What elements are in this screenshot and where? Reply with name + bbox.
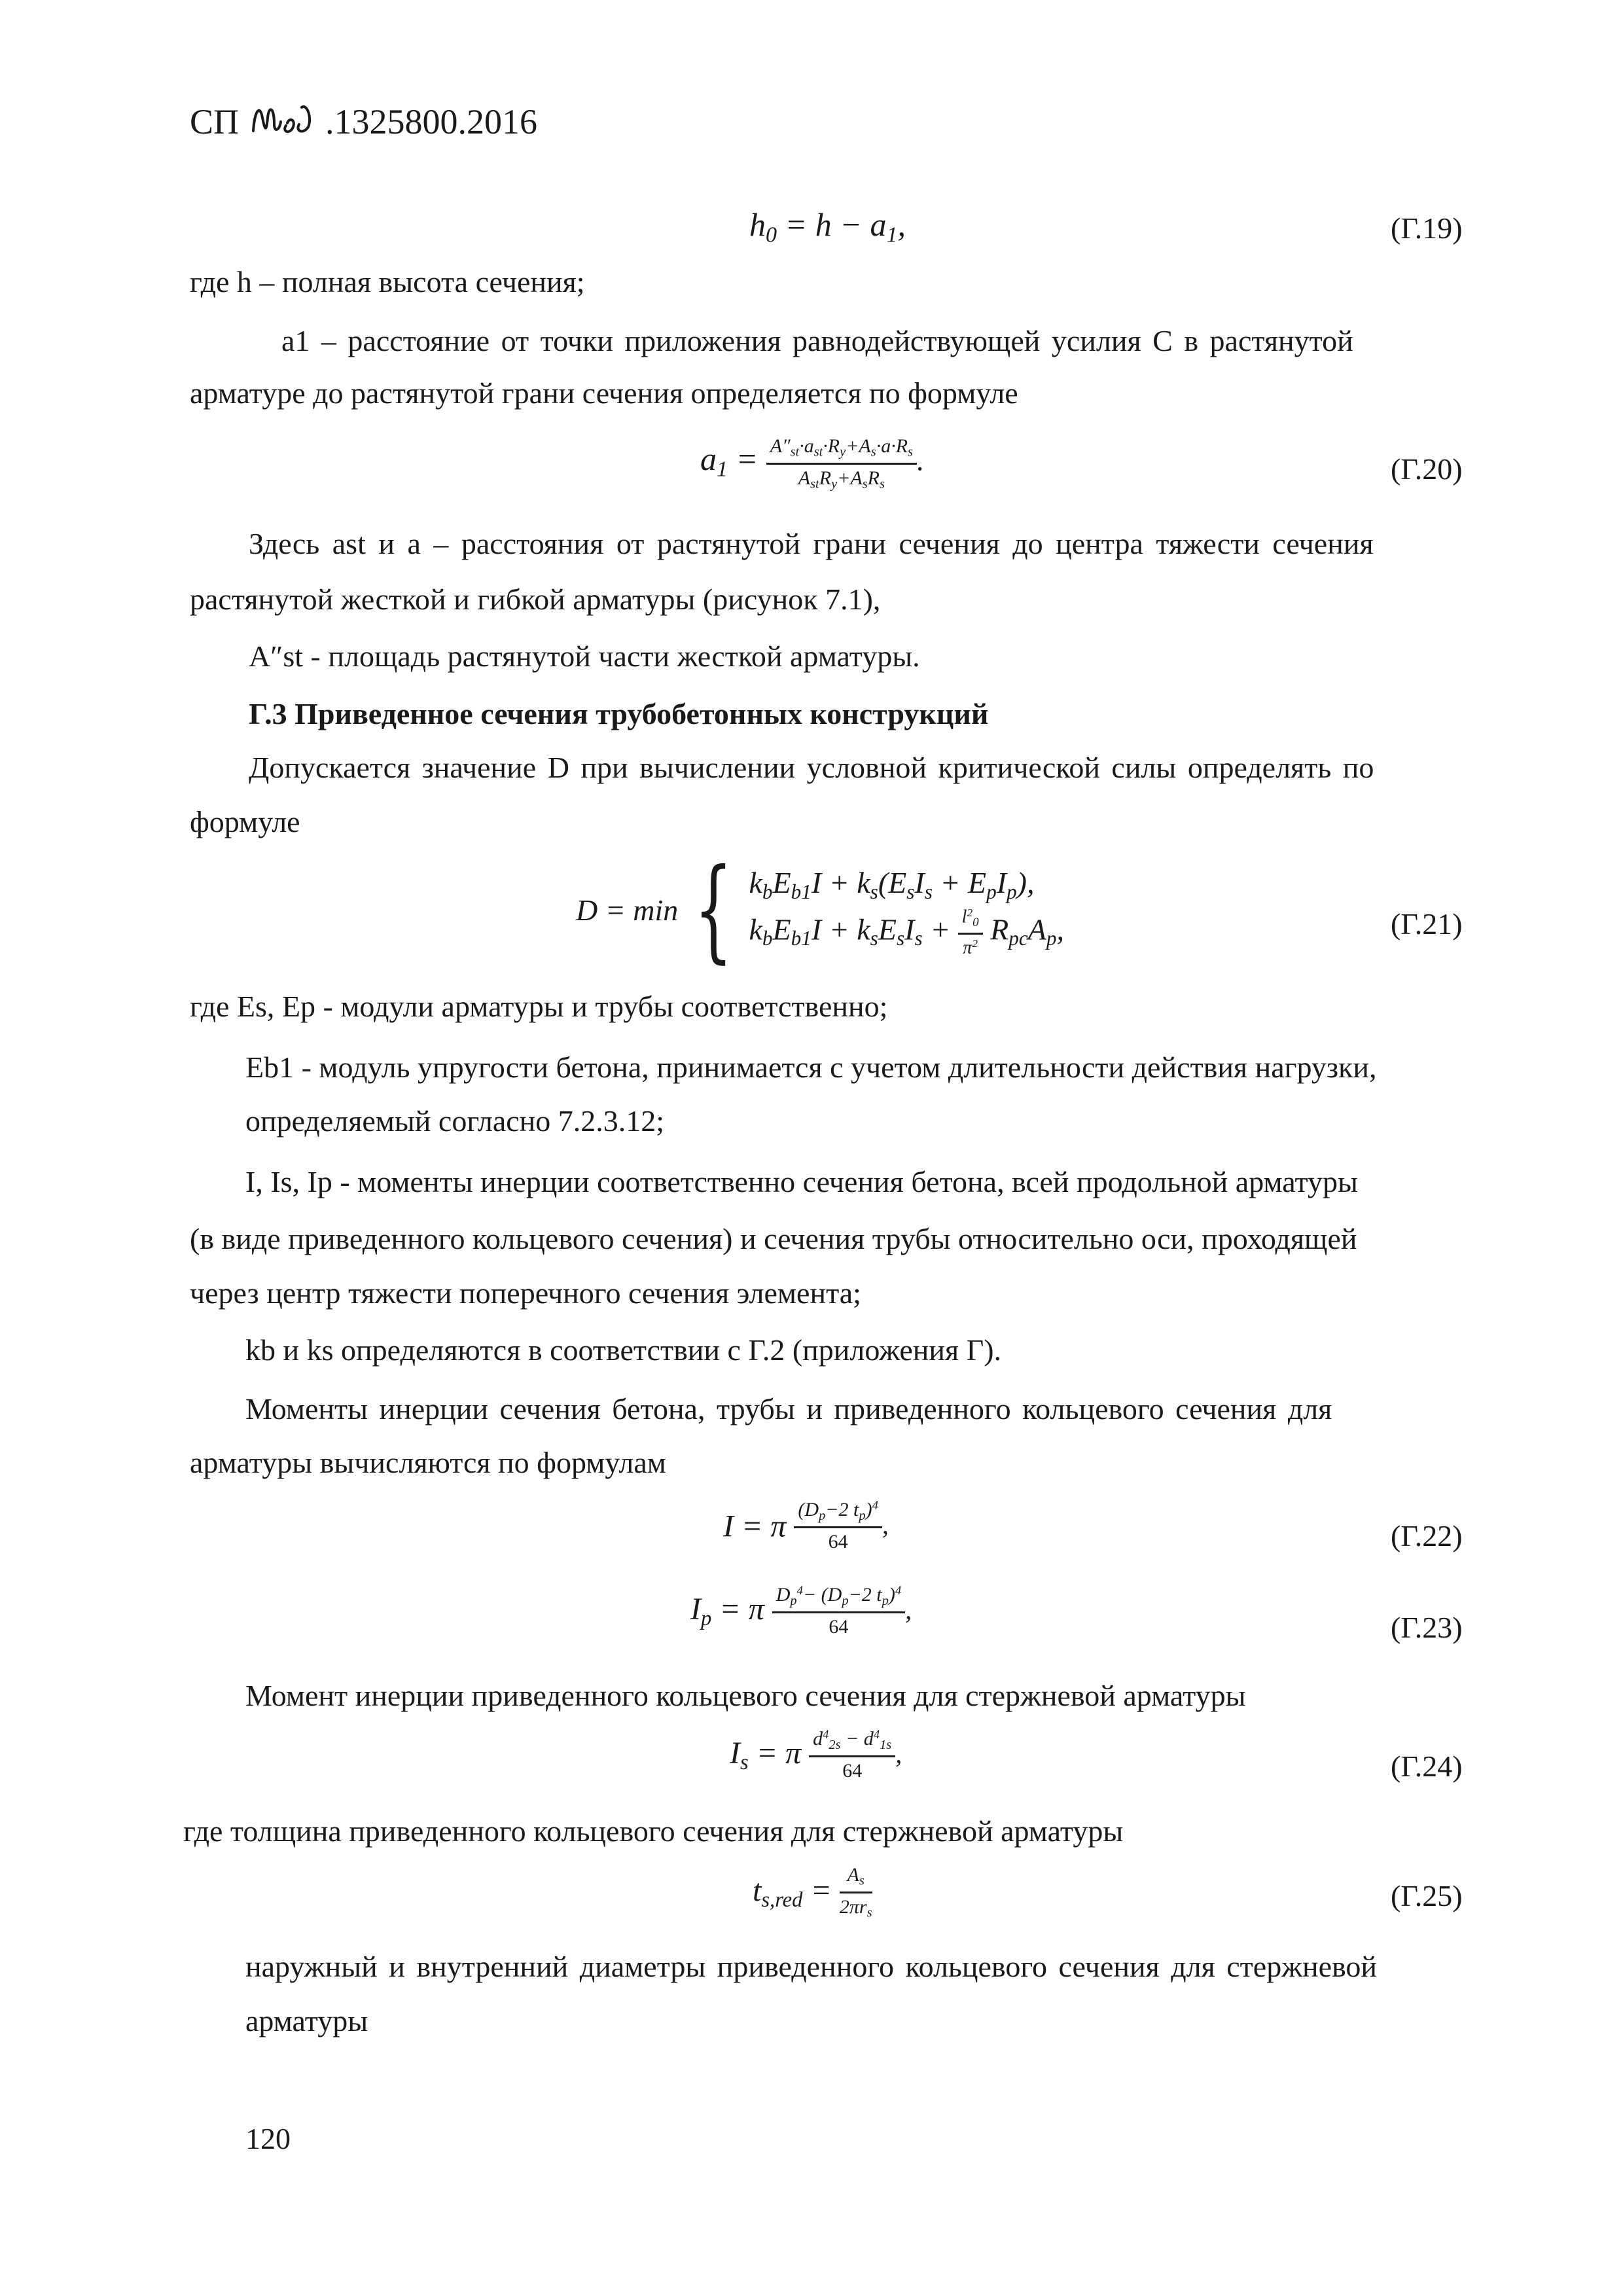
paragraph-moments-line1: Моменты инерции сечения бетона, трубы и приведенного кольцевого сечения для	[245, 1392, 1332, 1426]
equation-g19-label: (Г.19)	[1391, 211, 1463, 245]
paragraph-eb1-line2: определяемый согласно 7.2.3.12;	[245, 1104, 665, 1138]
equation-g21-label: (Г.21)	[1391, 907, 1463, 941]
equation-g20-denominator: $A_{st}R_y+A_sR_s$	[798, 467, 885, 492]
paragraph-eb1-line1: Eb1 - модуль упругости бетона, принимается с учетом длительности действия нагрузки,	[245, 1050, 1377, 1084]
paragraph-kb-ks: kb и ks определяются в соответствии с Г.2 (приложения Г).	[245, 1333, 1002, 1367]
paragraph-a1-line2: арматуре до растянутой грани сечения определяется по формуле	[190, 376, 1018, 410]
paragraph-es-ep: где Es, Ep - модули арматуры и трубы соответственно;	[190, 990, 888, 1023]
equation-g23-label: (Г.23)	[1391, 1611, 1463, 1644]
paragraph-inertia-line3: через центр тяжести поперечного сечения элемента;	[190, 1276, 861, 1310]
paragraph-ast-area: A″st - площадь растянутой части жесткой арматуры.	[249, 639, 920, 673]
paragraph-a1-line1: a1 – расстояние от точки приложения равнодействующей усилия С в растянутой	[281, 324, 1353, 357]
paragraph-thickness: где толщина приведенного кольцевого сечения для стержневой арматуры	[183, 1814, 1124, 1848]
handwritten-number-signature	[248, 98, 317, 139]
section-title: Г.3 Приведенное сечения трубобетонных конструкций	[249, 697, 989, 730]
equation-g20-label: (Г.20)	[1391, 452, 1463, 486]
paragraph-h-definition: где h – полная высота сечения;	[190, 265, 585, 298]
paragraph-ast-line1: Здесь ast и a – расстояния от растянутой грани сечения до центра тяжести сечения	[249, 527, 1374, 560]
equation-g25: $t_{s,red}$ = $\frac{A_s}{2\pi r_s}$	[753, 1864, 872, 1920]
page-number: 120	[245, 2122, 291, 2155]
paragraph-inertia-line1: I, Is, Ip - моменты инерции соответственно сечения бетона, всей продольной арматуры	[245, 1165, 1358, 1198]
document-header	[190, 98, 537, 142]
equation-g21-case1: $k_bE_{b1}I + k_s(E_sI_s + E_pI_p)$,	[749, 865, 1035, 903]
equation-g19-formula: $h_0 = h - a_1$,	[749, 206, 906, 247]
paragraph-d-line1: Допускается значение D при вычислении условной критической силы определять по	[249, 751, 1374, 784]
equation-g23: $I_p = \pi$ $\frac{D_p^4- (D_p-2 t_p)^4}{64}$ ,	[690, 1584, 912, 1638]
equation-g21-case2: $k_bE_{b1}I + k_sE_sI_s$ + $\frac{l^2_0}{\pi^2}$ $R_{pc}A_p$,	[749, 906, 1065, 958]
equation-g25-label: (Г.25)	[1391, 1879, 1463, 1912]
paragraph-inertia-line2: (в виде приведенного кольцевого сечения) и сечения трубы относительно оси, проходящей	[190, 1222, 1357, 1255]
equation-g24: $I_s = \pi$ $\frac{d^4_{2s} - d^4_{1s}}{64}$ ,	[730, 1728, 902, 1782]
paragraph-moments-line2: арматуры вычисляются по формулам	[190, 1446, 666, 1479]
paragraph-diameters-line1: наружный и внутренний диаметры приведенного кольцевого сечения для стержневой	[245, 1950, 1378, 1983]
paragraph-diameters-line2: арматуры	[245, 2004, 368, 2037]
equation-g22-label: (Г.22)	[1391, 1519, 1463, 1552]
paragraph-ast-line2: растянутой жесткой и гибкой арматуры (рисунок 7.1),	[190, 583, 881, 616]
equation-g22: I = π $\frac{(D_p-2 t_p)^4}{64}$ ,	[723, 1499, 889, 1553]
header-prefix: СП	[190, 102, 240, 141]
equation-g19	[749, 208, 906, 247]
equation-g21: D = min { $k_bE_{b1}I + k_s(E_sI_s + E_pI_p)$, $k_bE_{b1}I + k_sE_sI_s$ + $\frac{l^2_0}{\pi^2}$ $R_{pc}A_p$,	[576, 845, 1065, 975]
equation-g20-numerator: $A''_{st}\cdot a_{st}\cdot R_y+A_s\cdot a\cdot R_s$	[766, 435, 917, 465]
paragraph-d-line2: формуле	[190, 805, 300, 838]
equation-g20: $a_1$ = $\frac{A''_{st}\cdot a_{st}\cdot R_y+A_s\cdot a\cdot R_s}{A_{st}R_y+A_sR_s}$ .	[700, 435, 925, 492]
equation-g24-label: (Г.24)	[1391, 1749, 1463, 1783]
header-suffix: .1325800.2016	[325, 102, 538, 141]
paragraph-rod-inertia: Момент инерции приведенного кольцевого сечения для стержневой арматуры	[245, 1679, 1246, 1712]
